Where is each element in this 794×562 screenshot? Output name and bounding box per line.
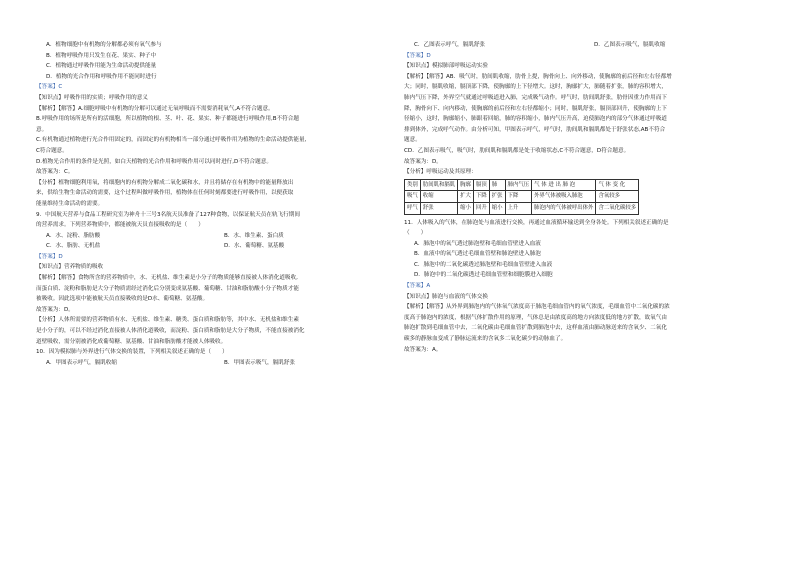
table-cell: 膈顶: [473, 179, 489, 191]
text-line: 【答案】A: [404, 283, 431, 290]
text-line: CD．乙图表示吸气，吸气时，肋间肌和膈肌都是处于收缩状态,C不符合题意，D符合题意。: [404, 147, 630, 154]
table-cell: 舒张: [420, 202, 457, 214]
text-line: B．血液中的氧气透过毛细血管壁和肺泡壁进入肺泡: [414, 251, 541, 258]
table-row: [405, 191, 639, 203]
left-column: [36, 40, 392, 368]
text-line: D．植物的光合作用和呼吸作用不能同时进行: [46, 73, 157, 80]
text-line: （ ）: [404, 230, 427, 237]
text-line: 能量维持生命活动的需要。: [36, 200, 104, 207]
table-cell: 肺泡内的气体被呼出体外: [532, 202, 596, 214]
text-line: 【分析】人体所需要的营养物质有水、无机盐、维生素、糖类、蛋白质和脂肪等，其中水、无机盐和维生素: [36, 317, 299, 324]
text-line: 题意。: [404, 137, 421, 144]
answer-option: B．水、维生素、蛋白质: [224, 232, 284, 239]
text-line: 是小分子的，可以不经过消化直接被人体消化道吸收，而淀粉、蛋白质和脂肪是大分子物质，不能直接被消化: [36, 328, 305, 335]
text-line: 肺内气压下降，外界空气就通过呼吸道进入肺，完成吸气动作。呼气时，肋间肌舒张，肋骨因重力作用而下: [404, 94, 667, 101]
answer-option: B．甲图表示吸气，膈肌舒张: [224, 359, 295, 366]
text-line: 11．人体吸入的气体，在肺泡处与血液进行交换，再通过血液循环输送到全身各处。下列相关叙述正确的是: [404, 219, 669, 226]
table-cell: 扩大: [458, 191, 474, 203]
text-line: 【知识点】营养物质的吸收: [36, 264, 104, 271]
text-line: 【知识点】呼吸作用的实质；呼吸作用的意义: [36, 94, 148, 101]
respiration-table: [404, 179, 639, 215]
answer-option: A．水、淀粉、脂肪酸: [46, 232, 101, 239]
text-line: A．肺泡中的氧气透过肺泡壁和毛细血管壁进入血液: [414, 240, 541, 247]
option-row: [36, 358, 392, 369]
question-10-options: [36, 358, 392, 369]
text-line: 故答案为：A。: [404, 346, 442, 353]
table-cell: 缩小: [489, 202, 505, 214]
table-cell: 收缩: [420, 191, 457, 203]
table-row: [405, 179, 639, 191]
text-line: 故答案为：D。: [36, 306, 74, 313]
text-line: 【分析】植物细胞利用氧，将细胞内的有机物分解成二氧化碳和水，并且将储存在有机物中的能量释放出: [36, 179, 294, 186]
text-line: 道壁吸收，需分别被消化成葡萄糖、氨基酸、甘油和脂肪酸才能被人体吸收。: [36, 338, 227, 345]
text-line: 来，供给生物生命活动的需要，这个过程叫做呼吸作用，植物体在任何时刻都要进行呼吸作用，以便获取: [36, 190, 294, 197]
option-row: [36, 231, 392, 242]
text-line: 【解析】【解答】从外界到肺泡内的气体氧气浓度高于肺泡毛细血管内的氧气浓度，毛细血管中二氧化碳的浓: [404, 304, 670, 311]
text-line: 【答案】C: [36, 84, 63, 91]
right-text-block: [404, 51, 764, 178]
text-line: 降，胸骨向下、向内移动，使胸廓的前后径和左右径都缩小；同时，膈肌舒张，膈顶部回升，使胸廓的上下: [404, 105, 667, 112]
text-line: 被吸收。因此选项中能被航天员直接吸收的是D水、葡萄糖、氨基酸。: [36, 296, 209, 303]
text-line: 【答案】D: [36, 253, 63, 260]
table-cell: 含二氧化碳较多: [596, 202, 639, 214]
text-line: 【解析】【解答】食物所含的营养物质中，水、无机盐、维生素是小分子的物质能够直接被人体消化道吸收,: [36, 275, 298, 282]
question-9-options: [36, 231, 392, 252]
text-line: C．肺泡中的二氧化碳透过肺泡壁和毛细血管壁进入血液: [414, 261, 553, 268]
right-column: [404, 40, 764, 355]
table-cell: 气 体 变 化: [596, 179, 639, 191]
text-line: D.植物光合作用的条件是光照，如白天植物的光合作用和呼吸作用可以同时进行,D不符合题意。: [36, 158, 272, 165]
table-cell: 下降: [505, 191, 532, 203]
text-line: 度高于肺泡内的浓度，根据气体扩散作用的原理，气体总是由浓度高的地方向浓度低的地方扩散，故氧气由: [404, 314, 667, 321]
text-line: B．植物呼吸作用只发生在花、果实、种子中: [46, 52, 157, 59]
text-line: 意。: [36, 126, 48, 133]
table-cell: 吸气: [405, 191, 421, 203]
text-line: 【知识点】肺泡与血液的气体交换: [404, 293, 488, 300]
text-line: B.呼吸作用的场所是所有的活细胞，所以植物的根、茎、叶、花、果实、种子都能进行呼吸作用,B不符合题: [36, 116, 299, 123]
text-line: A．植物细胞中有机物的分解都必须有氧气参与: [46, 42, 162, 48]
text-line: 【解析】【解答】AB．吸气时，肋间肌收缩，肋骨上提，胸骨向上、向外移动，使胸廓的前后径和左右径都增: [404, 73, 672, 80]
option-row: [36, 241, 392, 252]
answer-option: A．甲图表示呼气，膈肌收缩: [46, 359, 117, 366]
table-row: [405, 202, 639, 214]
table-cell: 肺内气压: [505, 179, 532, 191]
answer-option: D．乙图表示吸气，膈肌收缩: [594, 42, 666, 48]
text-line: C．植物通过呼吸作用能为生命活动提供能量: [46, 63, 157, 70]
text-line: 故答案为：C。: [36, 169, 74, 176]
table-cell: 下降: [473, 191, 489, 203]
question-10-options-continued: [404, 40, 764, 51]
answer-option: C．水、脂肪、无机盐: [46, 243, 101, 250]
table-cell: 肺: [489, 179, 505, 191]
text-line: C符合题意。: [36, 147, 68, 154]
left-text-block-2: [36, 252, 392, 358]
text-line: 【答案】D: [404, 52, 431, 59]
left-text-block: [36, 40, 392, 231]
text-line: 碳多的静脉血变成了静脉运流来的含氧多二氧化碳少的动脉血了。: [404, 336, 567, 343]
answer-option: C．乙图表示呼气，膈肌舒张: [414, 42, 486, 48]
text-line: 9．中国航天营养与食品工程研究室为神舟十三号3名航天员准备了127种食物，以保证航天员在轨飞行期间: [36, 211, 300, 218]
text-line: 故答案为：D。: [404, 158, 442, 165]
table-cell: 上升: [505, 202, 532, 214]
option-row: [404, 40, 764, 51]
text-line: C.有机物通过植物进行光合作用固定的，而固定的有机物相当一部分通过呼吸作用为植物的生命活动提供能量,: [36, 137, 307, 144]
text-line: 而蛋白质、淀粉和脂肪是大分子物质需经过消化后分别变成氨基酸、葡萄糖、甘油和脂肪酸小分子物质才能: [36, 285, 299, 292]
right-text-block-2: [404, 218, 764, 356]
text-line: 【解析】【解答】A.细胞呼吸中有机物的分解可以通过无氧呼吸而不需要消耗氧气,A不符合题意。: [36, 105, 274, 112]
table-cell: 气 体 进 出 肺 泡: [532, 179, 596, 191]
text-line: 的营养需求。下列营养物质中，都能被航天员直接吸收的是（ ）: [36, 222, 204, 229]
text-line: 【知识点】模拟肺部呼吸运动实验: [404, 63, 488, 70]
table-cell: 回升: [473, 202, 489, 214]
text-line: 排到体外，完成呼气动作。由分析可知，甲图表示呼气，呼气时，肋间肌和膈肌都处于舒张状态,AB不符合: [404, 126, 666, 133]
text-line: 10．因为模拟肺与外界进行气体交换的装置，下列相关叙述正确的是（ ）: [36, 349, 228, 356]
table-cell: 胸廓: [458, 179, 474, 191]
table-cell: 缩小: [458, 202, 474, 214]
text-line: 肺泡扩散到毛细血管中去，二氧化碳由毛细血管扩散到肺泡中去，这样血液由肺动脉送来的含氧少、二氧化: [404, 325, 667, 332]
text-line: 径缩小，这时，胸廓缩小，肺跟着回缩，肺的容积缩小，肺内气压升高，迫使肺泡内的部分气体通过呼吸道: [404, 116, 667, 123]
text-line: 大；同时，膈肌收缩，膈顶部下降，使胸廓的上下径增大。这时，胸廓扩大，肺随着扩张，肺的容积增大，: [404, 84, 667, 91]
table-cell: 呼气: [405, 202, 421, 214]
table-cell: 含氧较多: [596, 191, 639, 203]
table-cell: 扩张: [489, 191, 505, 203]
text-line: 【分析】呼吸运动及其原理：: [404, 169, 477, 176]
table-cell: 肋间肌和膈肌: [420, 179, 457, 191]
answer-option: D．水、葡萄糖、氨基酸: [224, 243, 285, 250]
table-cell: 类别: [405, 179, 421, 191]
text-line: D．肺泡中的二氧化碳透过毛细血管壁和细胞膜进入细胞: [414, 272, 553, 279]
table-cell: 外界气体被吸入肺泡: [532, 191, 596, 203]
